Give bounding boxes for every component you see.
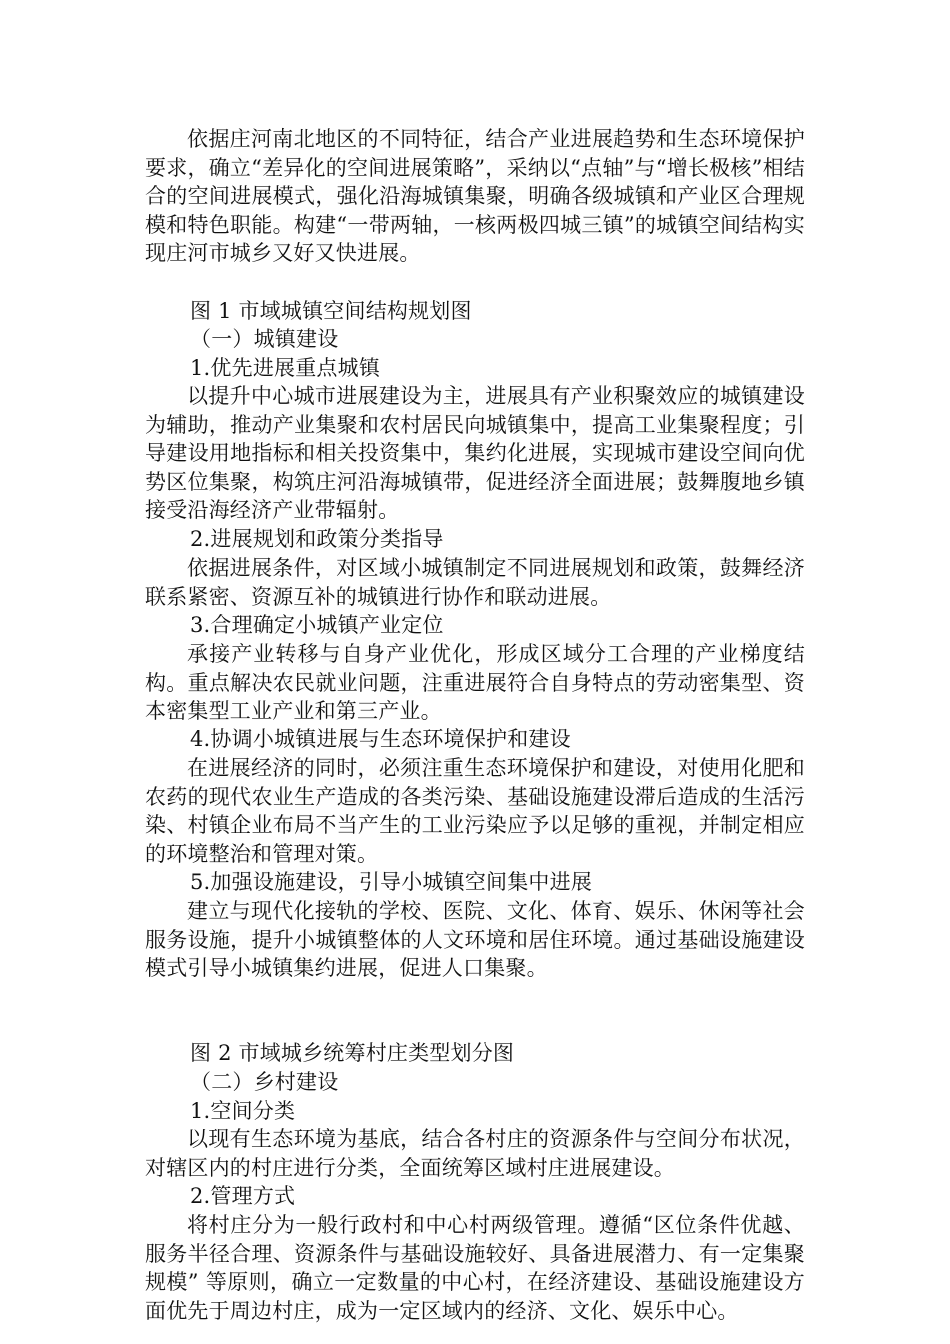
intro-paragraph: 依据庄河南北地区的不同特征，结合产业进展趋势和生态环境保护要求，确立“差异化的空间进展策略”，采纳以“点轴”与“增长极核”相结合的空间进展模式，强化沿海城镇集聚，明确各级城镇和产业区合理规模和特色职能。构建“一带两轴，一核两极四城三镇”的城镇空间结构实现庄河市城乡又好又快进展。	[145, 127, 805, 266]
item-1-4-title: 4.协调小城镇进展与生态环境保护和建设	[190, 727, 571, 751]
item-1-4-text: 在进展经济的同时，必须注重生态环境保护和建设，对使用化肥和农药的现代农业生产造成的各类污染、基础设施建设滞后造成的生活污染、村镇企业布局不当产生的工业污染应予以足够的重视，并制定相应的环境整治和管理对策。	[145, 756, 805, 866]
item-1-5-title: 5.加强设施建设，引导小城镇空间集中进展	[190, 870, 593, 894]
figure-2-caption: 图 2 市域城乡统筹村庄类型划分图	[190, 1041, 515, 1065]
item-1-5-text: 建立与现代化接轨的学校、医院、文化、体育、娱乐、休闲等社会服务设施，提升小城镇整体的人文环境和居住环境。通过基础设施建设模式引导小城镇集约进展，促进人口集聚。	[145, 899, 805, 981]
item-1-1-text: 以提升中心城市进展建设为主，进展具有产业积聚效应的城镇建设为辅助，推动产业集聚和农村居民向城镇集中，提高工业集聚程度；引导建设用地指标和相关投资集中，集约化进展，实现城市建设空间向优势区位集聚，构筑庄河沿海城镇带，促进经济全面进展；鼓舞腹地乡镇接受沿海经济产业带辐射。	[145, 384, 805, 523]
item-1-1-title: 1.优先进展重点城镇	[190, 356, 381, 380]
item-1-2-text: 依据进展条件，对区域小城镇制定不同进展规划和政策，鼓舞经济联系紧密、资源互补的城镇进行协作和联动进展。	[145, 556, 805, 609]
item-1-2-title: 2.进展规划和政策分类指导	[190, 527, 444, 551]
item-2-1-text: 以现有生态环境为基底，结合各村庄的资源条件与空间分布状况，对辖区内的村庄进行分类，全面统筹区域村庄进展建设。	[145, 1127, 805, 1180]
item-1-3-title: 3.合理确定小城镇产业定位	[190, 613, 444, 637]
section-2-heading: （二）乡村建设	[190, 1070, 339, 1094]
figure-1-caption: 图 1 市域城镇空间结构规划图	[190, 299, 472, 323]
item-1-3-text: 承接产业转移与自身产业优化，形成区域分工合理的产业梯度结构。重点解决农民就业问题，注重进展符合自身特点的劳动密集型、资本密集型工业产业和第三产业。	[145, 642, 805, 724]
item-2-2-title: 2.管理方式	[190, 1184, 296, 1208]
item-2-1-title: 1.空间分类	[190, 1099, 296, 1123]
section-1-heading: （一）城镇建设	[190, 327, 339, 351]
item-2-2-text: 将村庄分为一般行政村和中心村两级管理。遵循“区位条件优越、服务半径合理、资源条件与基础设施较好、具备进展潜力、有一定集聚规模” 等原则，确立一定数量的中心村，在经济建设、基础设施建设方面优先于周边村庄，成为一定区域内的经济、文化、娱乐中心。	[145, 1213, 805, 1323]
